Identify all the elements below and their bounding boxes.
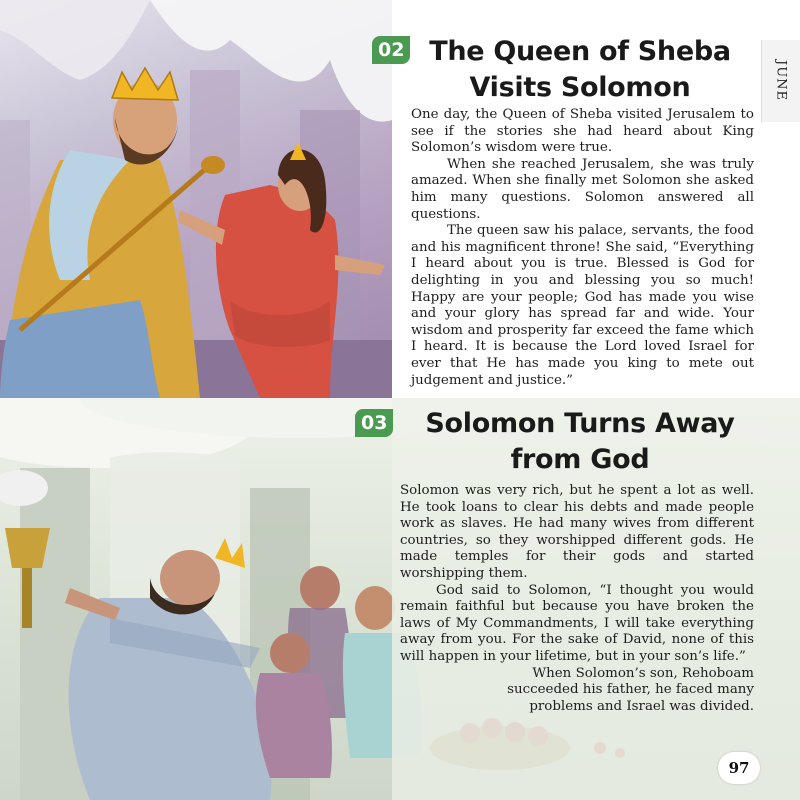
section-title bbox=[405, 406, 755, 478]
illustration-solomon-and-queen bbox=[0, 0, 392, 398]
page-number bbox=[718, 752, 760, 784]
month-tab bbox=[761, 40, 800, 122]
section-number-badge bbox=[355, 409, 393, 437]
section-title bbox=[422, 34, 738, 106]
paragraph: Solomon was very rich, but he spent a lot as well. He took loans to clear his debts and made people work as slaves. He had many wives from different countries, so they worshipped different gods. He made temples for their gods and started worshipping them. bbox=[400, 483, 754, 581]
paragraph: God said to Solomon, “I thought you would remain faithful but because you have broken the laws of My Commandments, I will take everything away from you. For the sake of David, none of this will happen in your lifetime, but in your son’s life.” bbox=[400, 582, 754, 664]
section-number-badge bbox=[372, 36, 410, 64]
page-number-text: 97 bbox=[728, 759, 750, 777]
section-number: 03 bbox=[361, 412, 388, 434]
paragraph: When she reached Jerusalem, she was truly amazed. When she finally met Solomon she asked him many questions. Solomon answered all questions. bbox=[411, 156, 754, 222]
section-title-line: Solomon Turns Away bbox=[425, 408, 735, 439]
month-label: JUNE bbox=[773, 60, 789, 102]
section-body bbox=[400, 483, 754, 715]
section-body bbox=[411, 107, 754, 389]
paragraph: When Solomon’s son, Rehoboam succeeded his father, he faced many problems and Israel was divided. bbox=[507, 665, 754, 714]
section-title-line: The Queen of Sheba bbox=[429, 36, 731, 67]
section-number: 02 bbox=[378, 39, 405, 61]
paragraph: One day, the Queen of Sheba visited Jerusalem to see if the stories she had heard about King Solomon’s wisdom were true. bbox=[411, 107, 754, 156]
section-title-line: from God bbox=[510, 444, 650, 475]
paragraph: The queen saw his palace, servants, the food and his magnificent throne! She said, “Everything I heard about you is true. Blessed is God for delighting in you and blessing you so much! Happy are your people; God has made you wise and your glory has spread far and wide. Your wisdom and prosperity far exceed the fame which I heard. It is because the Lord loved Israel for ever that He has made you king to mete out judgement and justice.” bbox=[411, 223, 754, 388]
illustration-solomon-and-queen-art bbox=[0, 0, 392, 398]
section-title-line: Visits Solomon bbox=[469, 72, 691, 103]
